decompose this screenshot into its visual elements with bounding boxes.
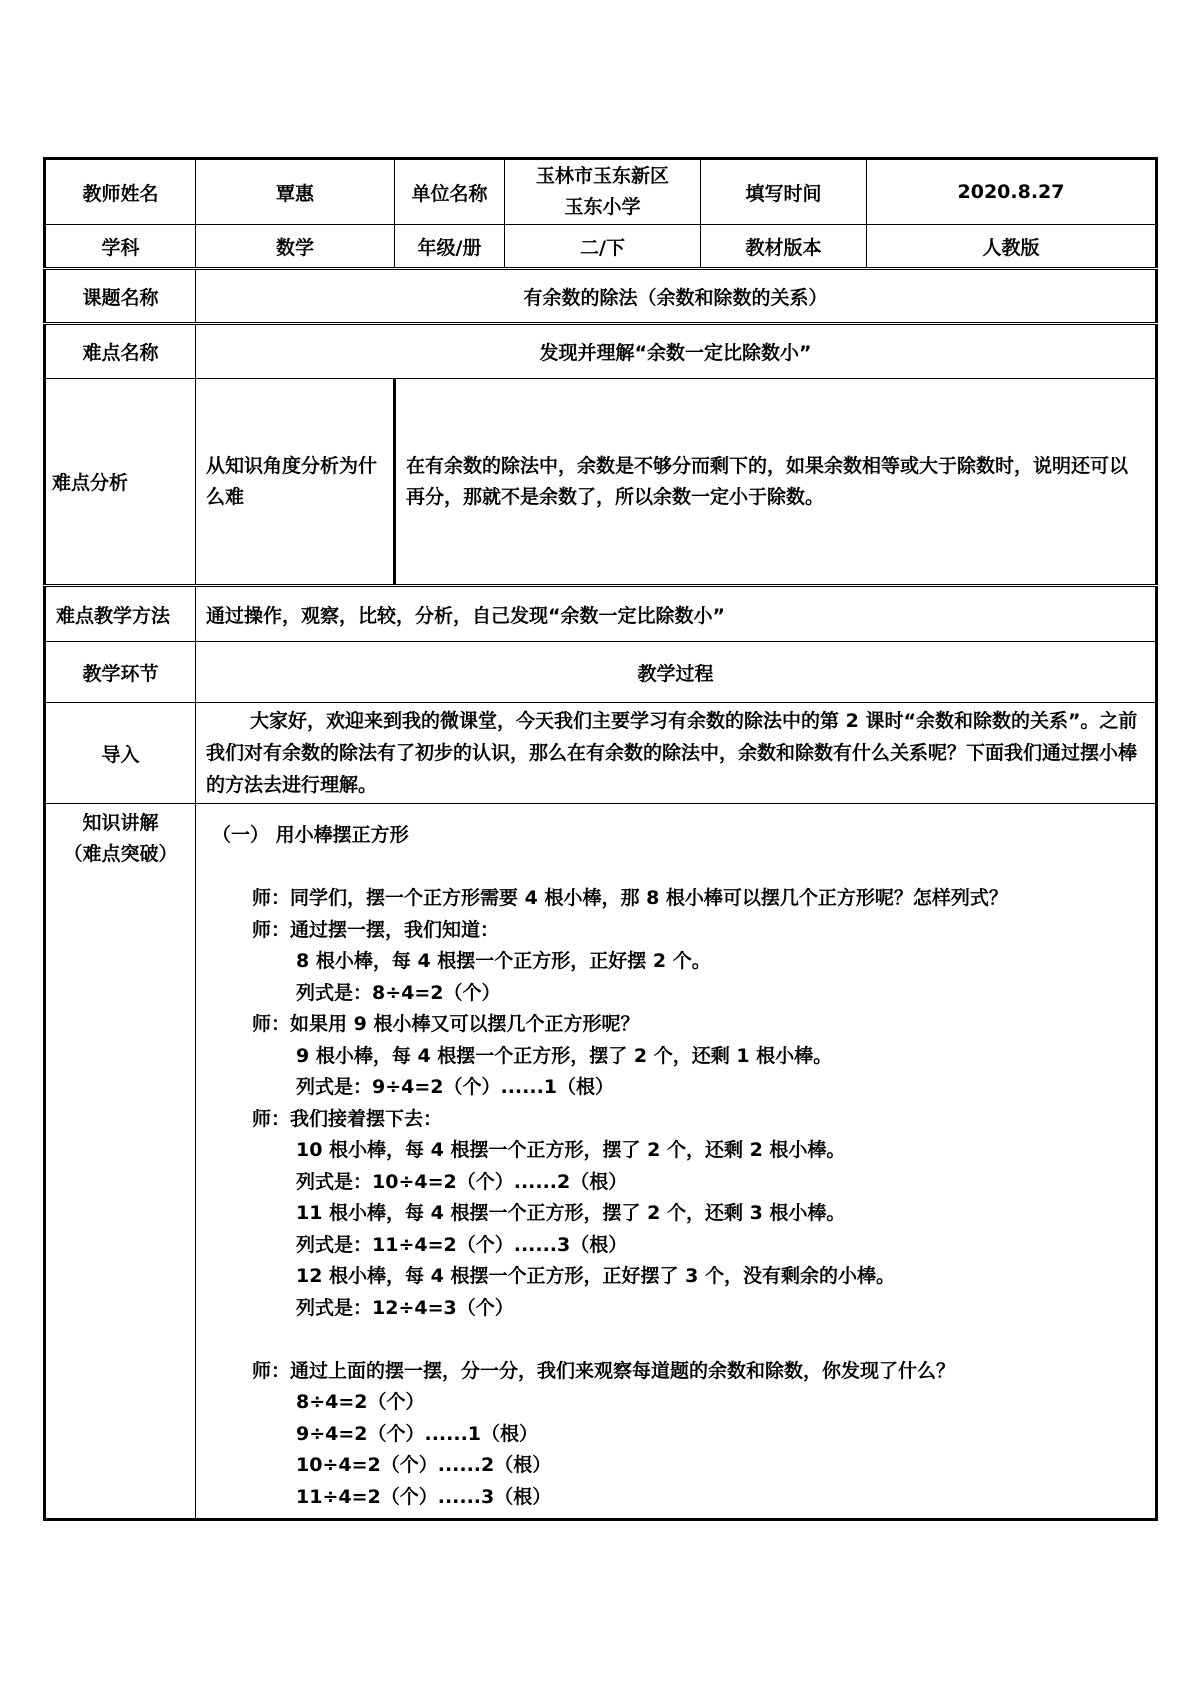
unit-name-value xyxy=(505,159,701,225)
grade-label: 年级/册 xyxy=(395,225,505,269)
intro-text xyxy=(196,703,1157,804)
knowledge-label xyxy=(45,804,196,1520)
intro-paragraph: 大家好，欢迎来到我的微课堂，今天我们主要学习有余数的除法中的第 2 课时“余数和除数的关系”。之前我们对有余数的除法有了初步的认识，那么在有余数的除法中，余数和除数有什么关系呢？下面我们通过摆小棒的方法去进行理解。 xyxy=(206,710,1138,796)
example-line: 12 根小棒，每 4 根摆一个正方形，正好摆了 3 个，没有剩余的小棒。 xyxy=(296,1265,895,1287)
dialogue-line: 师：通过上面的摆一摆，分一分，我们来观察每道题的余数和除数，你发现了什么？ xyxy=(252,1359,956,1382)
teacher-name-label: 教师姓名 xyxy=(45,159,196,225)
knowledge-label-line2: （难点突破） xyxy=(63,843,178,865)
difficulty-value: 发现并理解“余数一定比除数小” xyxy=(196,324,1157,379)
intro-label: 导入 xyxy=(45,703,196,804)
analysis-sub-label: 从知识角度分析为什么难 xyxy=(196,379,395,586)
topic-label: 课题名称 xyxy=(45,269,196,324)
grade-value: 二/下 xyxy=(505,225,701,269)
process-section-title: 教学过程 xyxy=(196,642,1157,703)
fill-date-value: 2020.8.27 xyxy=(867,159,1157,225)
equation-line: 列式是：10÷4=2（个）......2（根） xyxy=(296,1170,628,1193)
teacher-name-value: 覃惠 xyxy=(196,159,395,225)
equation-line: 8÷4=2（个） xyxy=(296,1391,425,1413)
lesson-plan-table xyxy=(43,157,1158,1521)
edition-label: 教材版本 xyxy=(701,225,867,269)
equation-line: 列式是：11÷4=2（个）......3（根） xyxy=(296,1233,628,1256)
dialogue-line: 师：通过摆一摆，我们知道： xyxy=(252,918,500,941)
equation-line: 列式是：8÷4=2（个） xyxy=(296,981,501,1004)
knowledge-label-line1: 知识讲解 xyxy=(82,812,159,834)
difficulty-label: 难点名称 xyxy=(45,324,196,379)
subject-value: 数学 xyxy=(196,225,395,269)
dialogue-line: 师：我们接着摆下去： xyxy=(252,1107,443,1130)
example-line: 8 根小棒，每 4 根摆一个正方形，正好摆 2 个。 xyxy=(296,950,711,972)
equation-line: 11÷4=2（个）......3（根） xyxy=(296,1485,552,1508)
dialogue-line: 师：同学们，摆一个正方形需要 4 根小棒，那 8 根小棒可以摆几个正方形呢？怎样列式？ xyxy=(252,887,1008,909)
equation-line: 10÷4=2（个）......2（根） xyxy=(296,1454,552,1476)
analysis-text: 在有余数的除法中，余数是不够分而剩下的，如果余数相等或大于除数时，说明还可以再分，那就不是余数了，所以余数一定小于除数。 xyxy=(395,379,1157,586)
edition-value: 人教版 xyxy=(867,225,1157,269)
analysis-label: 难点分析 xyxy=(45,379,196,586)
topic-value: 有余数的除法（余数和除数的关系） xyxy=(196,269,1157,324)
subject-label: 学科 xyxy=(45,225,196,269)
equation-line: 列式是：12÷4=3（个） xyxy=(296,1296,514,1319)
method-value: 通过操作，观察，比较，分析，自己发现“余数一定比除数小” xyxy=(196,586,1157,642)
example-line: 10 根小棒，每 4 根摆一个正方形，摆了 2 个，还剩 2 根小棒。 xyxy=(296,1139,846,1161)
unit-name-line1: 玉林市玉东新区 xyxy=(535,165,669,187)
example-line: 11 根小棒，每 4 根摆一个正方形，摆了 2 个，还剩 3 根小棒。 xyxy=(296,1202,846,1224)
section-title: （一） 用小棒摆正方形 xyxy=(212,824,409,846)
equation-line: 列式是：9÷4=2（个）......1（根） xyxy=(296,1076,615,1098)
unit-name-label: 单位名称 xyxy=(395,159,505,225)
example-line: 9 根小棒，每 4 根摆一个正方形，摆了 2 个，还剩 1 根小棒。 xyxy=(296,1044,833,1067)
method-label: 难点教学方法 xyxy=(45,586,196,642)
process-section-label: 教学环节 xyxy=(45,642,196,703)
fill-date-label: 填写时间 xyxy=(701,159,867,225)
equation-line: 9÷4=2（个）......1（根） xyxy=(296,1422,539,1445)
knowledge-content xyxy=(196,804,1157,1520)
unit-name-line2: 玉东小学 xyxy=(564,196,641,218)
dialogue-line: 师：如果用 9 根小棒又可以摆几个正方形呢？ xyxy=(252,1013,640,1035)
